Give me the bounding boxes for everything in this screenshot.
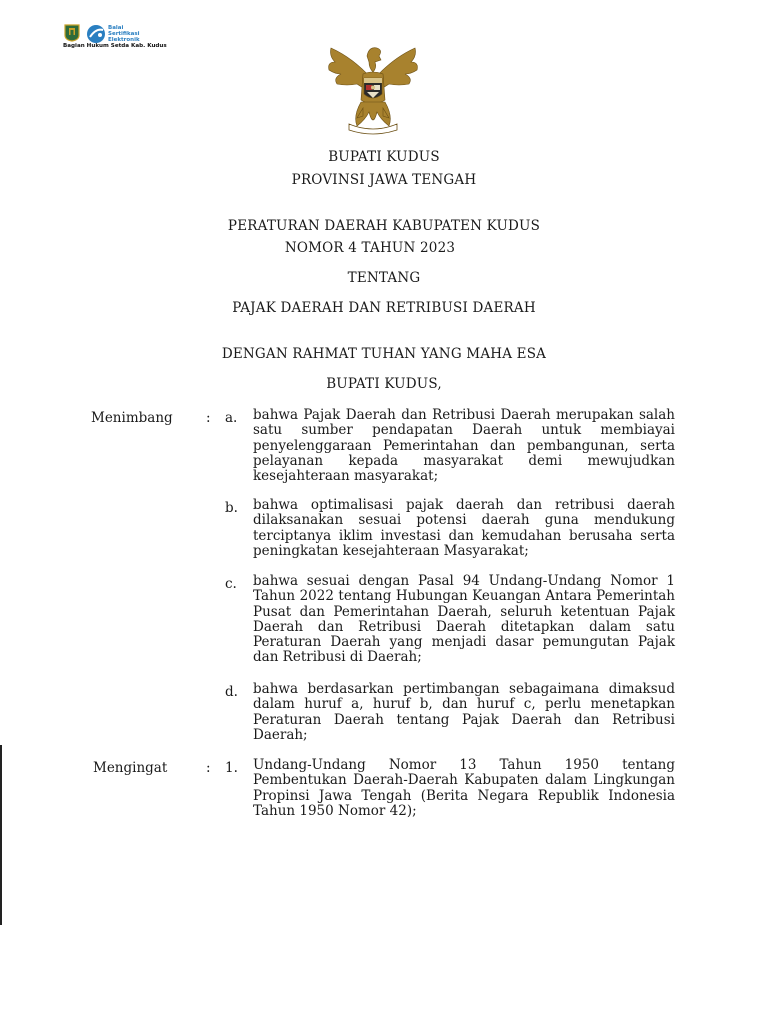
kudus-regency-logo-icon [63, 24, 81, 42]
menimbang-d-marker: d. [225, 684, 238, 700]
mengingat-label: Mengingat [93, 760, 168, 776]
menimbang-c-text: bahwa sesuai dengan Pasal 94 Undang-Undang Nomor 1 Tahun 2022 tentang Hubungan Keuangan Antara Pemerintah Pusat dan Pemerintahan Daerah, seluruh ketentuan Pajak Daerah dan Retribusi Daerah ditetapkan dalam satu Peraturan Daerah yang menjadi dasar pemungutan Pajak dan Retribusi di Daerah; [253, 573, 675, 666]
menimbang-colon: : [206, 410, 211, 426]
bsre-logo-icon [85, 24, 107, 44]
letterhead-caption: Bagian Hukum Setda Kab. Kudus [63, 43, 167, 49]
regulation-number: NOMOR 4 TAHUN 2023 [284, 240, 456, 256]
menimbang-a-text: bahwa Pajak Daerah dan Retribusi Daerah merupakan salah satu sumber pendapatan Daerah untuk membiayai penyelenggaraan Pemerintahan dan pembangunan, serta pelayanan kepada masyarakat demi mewujudkan kesejahteraan masyarakat; [253, 407, 675, 485]
tentang-line: TENTANG [347, 270, 421, 286]
menimbang-b-text: bahwa optimalisasi pajak daerah dan retribusi daerah dilaksanakan sesuai potensi daerah guna mendukung terciptanya iklim investasi dan kemudahan berusaha serta peningkatan kesejahteraan Masyarakat; [253, 497, 675, 559]
regulation-title: PERATURAN DAERAH KABUPATEN KUDUS [227, 218, 541, 234]
issuer-line: BUPATI KUDUS, [326, 376, 442, 392]
mengingat-1-text: Undang-Undang Nomor 13 Tahun 1950 tentang Pembentukan Daerah-Daerah Kabupaten dalam Lingkungan Propinsi Jawa Tengah (Berita Negara Republik Indonesia Tahun 1950 Nomor 42); [253, 757, 675, 819]
mengingat-colon: : [206, 760, 211, 776]
menimbang-c-marker: c. [225, 576, 237, 592]
authority-line: BUPATI KUDUS [328, 149, 440, 165]
scan-edge-mark [0, 745, 2, 925]
province-line: PROVINSI JAWA TENGAH [291, 172, 477, 188]
bsre-line-1: Balai [108, 25, 124, 31]
menimbang-a-marker: a. [225, 410, 238, 426]
menimbang-d-text: bahwa berdasarkan pertimbangan sebagaimana dimaksud dalam huruf a, huruf b, dan huruf c, perlu menetapkan Peraturan Daerah tentang Pajak Daerah dan Retribusi Daerah; [253, 681, 675, 743]
menimbang-label: Menimbang [91, 410, 173, 426]
menimbang-b-marker: b. [225, 500, 238, 516]
bsre-wordmark [108, 25, 148, 43]
garuda-emblem-icon [323, 38, 423, 136]
mengingat-1-marker: 1. [225, 760, 238, 776]
bsre-line-3: Elektronik [108, 37, 140, 43]
bsre-line-2: Sertifikasi [108, 31, 140, 37]
regulation-subject: PAJAK DAERAH DAN RETRIBUSI DAERAH [232, 300, 536, 316]
blessing-line: DENGAN RAHMAT TUHAN YANG MAHA ESA [221, 346, 547, 362]
